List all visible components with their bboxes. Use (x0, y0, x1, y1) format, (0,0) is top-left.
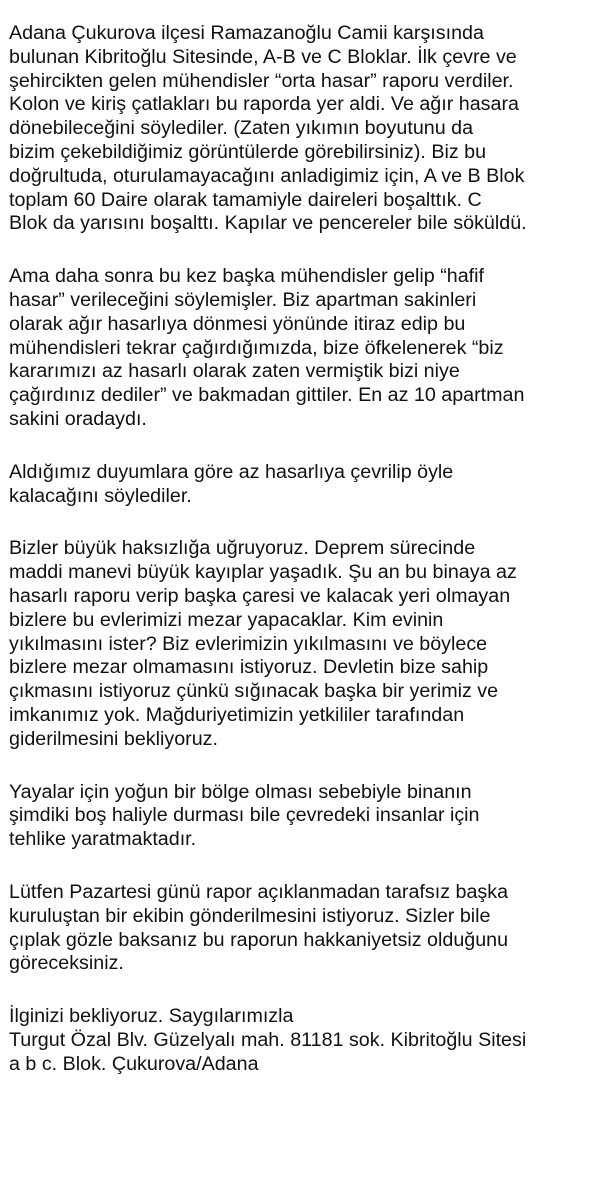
paragraph-request: Lütfen Pazartesi günü rapor açıklanmadan tarafsız başka kuruluştan bir ekibin gönderilmesini istiyoruz. Sizler bile çıplak gözle baksanız bu raporun hakkaniyetsiz olduğunu göreceksiniz. (9, 880, 509, 975)
paragraph-injustice: Bizler büyük haksızlığa uğruyoruz. Deprem sürecinde maddi manevi büyük kayıplar yaşadık. Şu an bu binaya az hasarlı raporu verip başka çaresi ve kalacak yeri olmayan bizlere bu evlerimizi mezar yapacaklar. Kim evinin yıkılmasını ister? Biz evlerimizin yıkılmasını ve böylece bizlere mezar olmamasını istiyoruz. Devletin bize sahip çıkmasını istiyoruz çünkü sığınacak başka bir yerimiz ve imkanımız yok. Mağduriyetimizin yetkililer tarafından giderilmesini bekliyoruz. (9, 537, 517, 750)
paragraph-second-inspection: Ama daha sonra bu kez başka mühendisler gelip “hafif hasar” verileceğini söylemişler. Biz apartman sakinleri olarak ağır hasarlıya dönmesi yönünde itiraz edip bu mühendisleri tekrar çağırdığımızda, bize öfkelenerek “biz kararımızı az hasarlı olarak zaten vermiştik bizi niye çağırdınız dediler” ve bakmadan gittiler. En az 10 apartman sakini oradaydı. (9, 265, 525, 430)
paragraph-damage-report: Adana Çukurova ilçesi Ramazanoğlu Camii karşısında bulunan Kibritoğlu Sitesinde, A-B ve C Bloklar. İlk çevre ve şehircikten gelen mühendisler “orta hasar” raporu verdiler. Kolon ve kiriş çatlakları bu raporda yer aldi. Ve ağır hasara dönebileceğini söylediler. (Zaten yıkımın boyutunu da bizim çekebildiğimiz görüntülerde görebilirsiniz). Biz bu doğrultuda, oturulamayacağını anladigimiz için, A ve B Blok toplam 60 Daire olarak tamamiyle daireleri boşalttık. C Blok da yarısını boşalttı. Kapılar ve pencereler bile söküldü. (9, 22, 527, 235)
paragraph-rumor: Aldığımız duyumlara göre az hasarlıya çevrilip öyle kalacağını söylediler. (9, 460, 454, 507)
paragraph-signature-address: İlginizi bekliyoruz. Saygılarımızla Turgut Özal Blv. Güzelyalı mah. 81181 sok. Kibritoğlu Sitesi a b c. Blok. Çukurova/Adana (9, 1005, 527, 1075)
paragraph-pedestrian-danger: Yayalar için yoğun bir bölge olması sebebiyle binanın şimdiki boş haliyle durması bile çevredeki insanlar için tehlike yaratmaktadır. (9, 780, 480, 851)
